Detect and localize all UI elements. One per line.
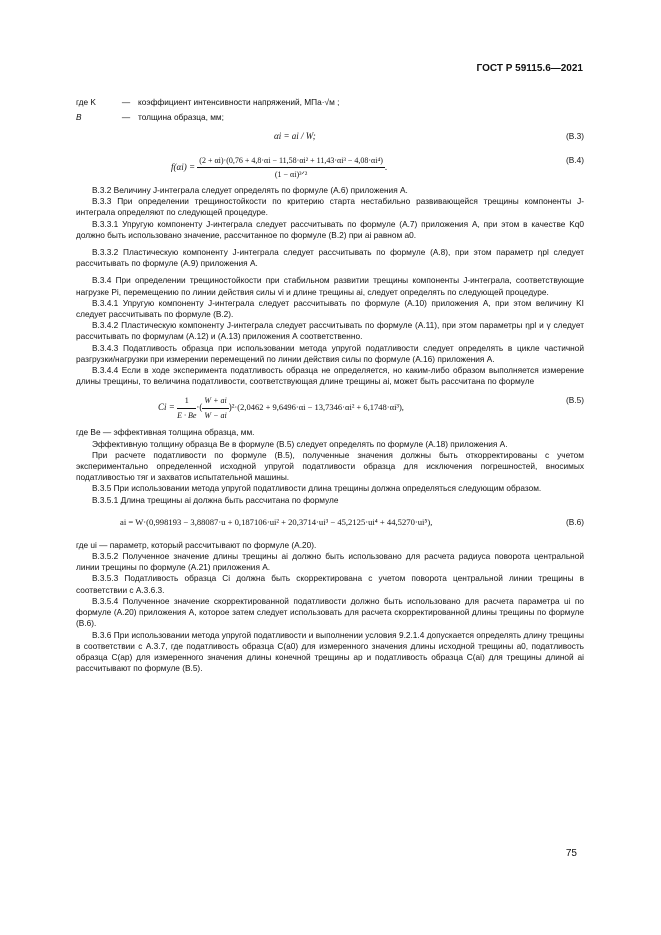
paragraph: В.3.4.4 Если в ходе эксперимента податливость образца не определяется, но каким-либо образом выполняется измерение длины трещины, то величина податливости, соответствующая длине трещины ai, может быть рассчитана по формуле bbox=[76, 365, 584, 387]
paragraph: В.3.4 При определении трещиностойкости при стабильном развитии трещины компоненты J-интеграла, соответствующие нагрузке Pi, перемещению по линии действия силы vi и длине трещины ai, следует определять по следующей процедуре. bbox=[76, 275, 584, 297]
formula-number: (B.4) bbox=[566, 155, 584, 165]
paragraph: В.3.4.1 Упругую компоненту J-интеграла следует рассчитывать по формуле (А.10) приложения А, при этом величину KI следует рассчитывать по формуле (В.2). bbox=[76, 297, 584, 320]
paragraph: В.3.3.1 Упругую компоненту J-интеграла следует рассчитывать по формуле (А.7) приложения А, при этом в качестве Kq0 должно быть использовано значение, рассчитанное по формуле (В.2) при ai равном a0. bbox=[76, 218, 584, 240]
fraction-denominator: (1 − αi)³ᐟ² bbox=[274, 170, 308, 180]
formula-b6 bbox=[76, 506, 584, 540]
formula-lhs: f(αi) = bbox=[171, 161, 196, 172]
formula-expression: αi = ai / W; bbox=[274, 131, 316, 141]
paragraph: В.3.5 При использовании метода упругой податливости длина трещины должна определяться следующим образом. bbox=[92, 483, 542, 494]
paragraph: В.3.6 При использовании метода упругой податливости и выполнении условия 9.2.1.4 допускается определять длину трещины в соответствии с А.3.7, где податливость образца C(a0) для измеренного значения длины исходной трещины a0, податливость образца C(ap) для измеренного значения длины конечной трещины ap и податливость образца C(ai) для трещины длиной ai рассчитывают по формуле (В.5). bbox=[76, 629, 584, 674]
paragraph: В.3.5.3 Податливость образца Ci должна быть скорректирована с учетом поворота центральной линии трещины в соответствии с А.3.6.3. bbox=[76, 573, 584, 595]
formula-lhs: Ci = bbox=[158, 402, 175, 413]
formula-b4: f(αi) = $\frac{\text{(2 + αi)·(0,76 + 4,8·αi − 11,58·αi² + 11,43·αi³ − 4,08·αi⁴)}}{\text{(1 − αi)³ᐟ²}}$ . (B.4) bbox=[171, 155, 584, 180]
definition-symbol: где K bbox=[76, 97, 96, 107]
formula-expression: ai = W·(0,998193 − 3,88087·u + 0,187106·ui² + 20,3714·ui³ − 45,2125·ui⁴ + 44,5270·ui⁵), bbox=[120, 516, 433, 527]
definition-dash: — bbox=[121, 97, 131, 107]
paragraph: В.3.4.3 Податливость образца при использовании метода упругой податливости следует определять в цикле частичной разгрузки/нагрузки при измерении перемещений по линии действия силы по формуле (А.16) приложения А. bbox=[76, 342, 584, 364]
paragraph: В.3.5.4 Полученное значение скорректированной податливости должно быть использовано для расчета параметра ui по формуле (А.20) приложения А, которое затем следует использовать для расчета скорректированной длины трещины по формуле (В.6). bbox=[76, 595, 584, 629]
page-number: 75 bbox=[565, 848, 577, 859]
formula-number: (B.5) bbox=[566, 395, 584, 406]
definition-dash: — bbox=[121, 112, 131, 122]
definition-b bbox=[76, 112, 584, 127]
formula-number: (B.6) bbox=[566, 516, 584, 527]
page-content bbox=[76, 97, 584, 674]
definition-symbol: B bbox=[76, 112, 82, 122]
paragraph: В.3.3.2 Пластическую компоненту J-интеграла следует рассчитывать по формуле (А.8), при этом параметр ηpl следует рассчитывать по формуле (А.9) приложения А. bbox=[76, 247, 584, 269]
paragraph: В.3.5.2 Полученное значение длины трещины ai должно быть использовано для расчета радиуса поворота центральной линии трещины по формуле (А.21) приложения А. bbox=[76, 551, 584, 573]
formula-fraction bbox=[197, 155, 385, 180]
paragraph: где ui — параметр, который рассчитывают по формуле (А.20). bbox=[76, 539, 317, 550]
paragraph: Эффективную толщину образца Be в формуле (В.5) следует определять по формуле (А.18) приложения А. bbox=[92, 438, 508, 449]
paragraph: В.3.3 При определении трещиностойкости по критерию старта нестабильно развивающейся трещины компоненты J-интеграла определяют по следующей процедуре. bbox=[76, 196, 584, 218]
paragraph: где Be — эффективная толщина образца, мм. bbox=[76, 427, 255, 438]
paragraph: При расчете податливости по формуле (В.5), полученные значения должны быть откорректированы с учетом экспериментально определенной исходной упругой податливости образца для исключения погрешностей, вносимых податливостью тяг и захватов испытательной машины. bbox=[76, 449, 584, 483]
formula-fraction-2: $\frac{W + ai}{W - ai}$ bbox=[204, 396, 227, 420]
definition-k bbox=[76, 97, 584, 112]
definition-text: коэффициент интенсивности напряжений, МПа·√м ; bbox=[138, 97, 340, 107]
paragraph: В.3.5.1 Длина трещины ai должна быть рассчитана по формуле bbox=[92, 494, 339, 505]
formula-number: (B.3) bbox=[566, 131, 584, 141]
document-id: ГОСТ Р 59115.6—2021 bbox=[476, 63, 583, 74]
fraction-numerator: (2 + αi)·(0,76 + 4,8·αi − 11,58·αi² + 11,43·αi³ − 4,08·αi⁴) bbox=[197, 155, 385, 168]
formula-b3 bbox=[76, 127, 584, 149]
formula-b5: Ci = $\frac{1}{E \cdot Be}$ ·( $\frac{W + ai}{W - ai}$ )²·(2,0462 + 9,6496·αi − 13,7346·αi² + 6,1748·αi³), (B.5) bbox=[158, 395, 584, 420]
formula-fraction-1: $\frac{1}{E \cdot Be}$ bbox=[177, 396, 197, 420]
paragraph: В.3.4.2 Пластическую компоненту J-интеграла следует рассчитывать по формуле (А.11), при этом параметры ηpl и γ следует рассчитывать по формулам (А.12) и (А.13) приложения А соответственно. bbox=[76, 320, 584, 342]
paragraph: В.3.2 Величину J-интеграла следует определять по формуле (А.6) приложения А. bbox=[92, 185, 408, 195]
definition-text: толщина образца, мм; bbox=[138, 112, 224, 122]
formula-rest: ·(2,0462 + 9,6496·αi − 13,7346·αi² + 6,1748·αi³), bbox=[234, 402, 404, 413]
